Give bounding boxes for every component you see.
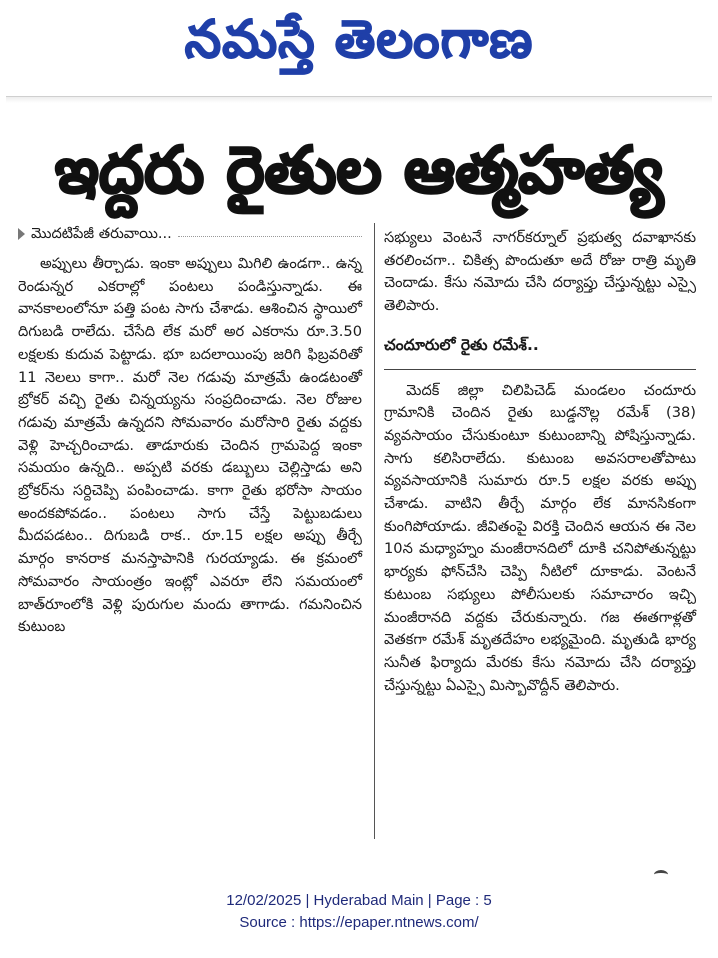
source-link[interactable]: Source : https://epaper.ntnews.com/ [239, 914, 479, 931]
article-paragraph: అప్పులు తీర్చాడు. ఇంకా అప్పులు మిగిలి ఉండగా.. ఉన్న రెండున్నర ఎకరాల్లో పంటలు పండిస్తున్నాడు. ఈ వానకాలంలోనూ పత్తి పంట సాగు చేశాడు. ఆశించిన స్థాయిలో దిగుబడి రాలేదు. చేసేది లేక మరో అర ఎకరాను రూ.3.50 లక్షలకు కుదువ పెట్టాడు. భూ బదలాయింపు జరిగి ఫిబ్రవరితో 11 నెలలు కాగా.. మరో నెల గడువు మాత్రమే ఉండటంతో బ్రోకర్ వచ్చి రైతు చిన్నయ్యను సంప్రదించాడు. నెల రోజుల గడువు మాత్రమే ఉన్నదని సోమవారం మరోసారి రైతు వద్దకు వెళ్లి హెచ్చరించాడు. తాడూరుకు చెందిన గ్రామపెద్ద ఇంకా సమయం ఉన్నది.. అప్పటి వరకు డబ్బులు చెల్లిస్తాడు అని బ్రోకర్‌ను సర్దిచెప్పి పంపించాడు. కాగా రైతు భరోసా సాయం అందకపోవడం.. పంటలు సాగు చేస్తే పెట్టుబడులు మీదపడటం.. దిగుబడి రాక.. రూ.15 లక్షల అప్పు తీర్చే మార్గం కానరాక మనస్తాపానికి గురయ్యాడు. ఈ క్రమంలో సోమవారం సాయంత్రం ఇంట్లో ఎవరూ లేని సమయంలో బాత్‌రూంలోకి వెళ్లి పురుగుల మందు తాగాడు. గమనించిన కుటుంబ [18, 255, 362, 636]
article-clipping [6, 96, 712, 857]
page-footer [0, 890, 718, 934]
subheading-divider [384, 369, 696, 370]
article-paragraph: సభ్యులు వెంటనే నాగర్‌కర్నూల్ ప్రభుత్వ దవాఖానకు తరలించగా.. చికిత్స పొందుతూ అదే రోజు రాత్రి మృతి చెందాడు. కేసు నమోదు చేసి దర్యాప్తు చేస్తున్నట్టు ఎస్సై తెలిపారు. [384, 229, 696, 315]
newspaper-masthead: నమస్తే తెలంగాణ [184, 10, 534, 70]
continued-from-marker [18, 223, 362, 245]
continued-from-label: మొదటిపేజీ తరువాయి... [31, 224, 172, 242]
article-paragraph: మెదక్ జిల్లా చిలిపిచెడ్ మండలం చందూరు గ్రామానికి చెందిన రైతు బుడ్డనొల్ల రమేశ్ (38) వ్యవసాయం చేసుకుంటూ కుటుంబాన్ని పోషిస్తున్నాడు. సాగు కలిసిరాలేదు. కుటుంబ అవసరాలతోపాటు వ్యవసాయానికి సుమారు రూ.5 లక్షల వరకు అప్పు చేశాడు. వాటిని తీర్చే మార్గం లేక మానసికంగా కుంగిపోయాడు. జీవితంపై విరక్తి చెందిన ఆయన ఈ నెల 10న మధ్యాహ్నం మంజీరానదిలో దూకి చనిపోతున్నట్టు భార్యకు ఫోన్‌చేసి చెప్పి నీటిలో దూకాడు. వెంటనే కుటుంబ సభ్యులు పోలీసులకు సమాచారం ఇచ్చి మంజీరానది వద్దకు చేరుకున్నారు. గజ ఈతగాళ్లతో వెతకగా రమేశ్ మృతదేహం లభ్యమైంది. మృతుడి భార్య సునీత ఫిర్యాదు మేరకు కేసు నమోదు చేసి దర్యాప్తు చేస్తున్నట్టు ఏఎస్సై మిస్బావొద్దీన్ తెలిపారు. [384, 381, 696, 694]
article-headline: ఇద్దరు రైతుల ఆత్మహత్య [54, 134, 664, 208]
article-subheading: చందూరులో రైతు రమేశ్.. [384, 335, 539, 354]
chevron-right-icon [18, 228, 25, 240]
article-right-column [384, 227, 696, 697]
article-left-column [18, 223, 375, 839]
edition-info: 12/02/2025 | Hyderabad Main | Page : 5 [226, 892, 492, 909]
dotted-divider [178, 236, 362, 237]
page-corner-mark [654, 870, 668, 879]
